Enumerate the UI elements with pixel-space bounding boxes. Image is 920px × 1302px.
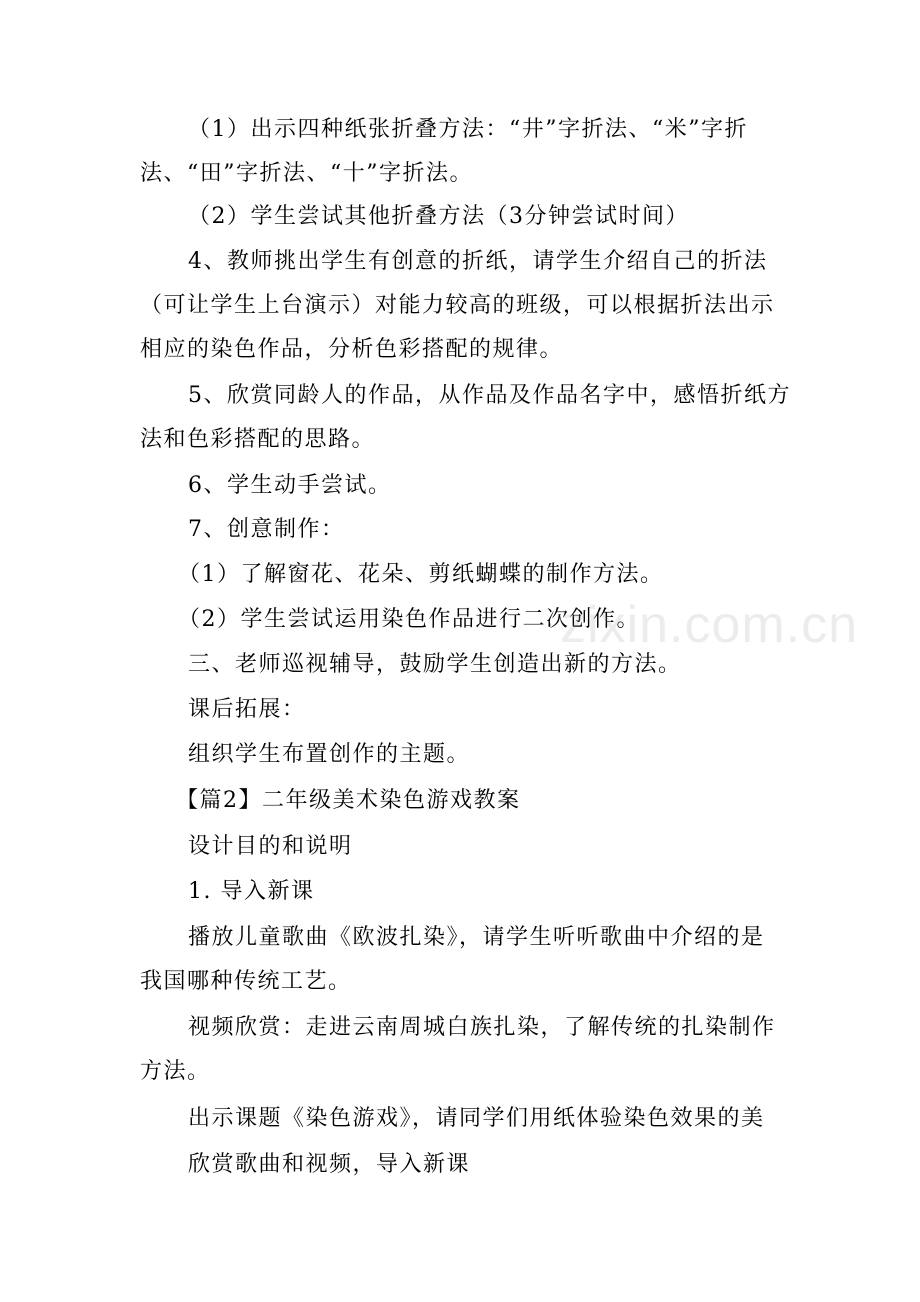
- text-line: 课后拓展：: [188, 697, 306, 722]
- text-line: 4、教师挑出学生有创意的折纸，请学生介绍自己的折法: [188, 249, 768, 274]
- text-line: 1. 导入新课: [188, 879, 315, 904]
- paragraph-appreciate: [188, 1143, 470, 1187]
- text-line: 出示课题《染色游戏》，请同学们用纸体验染色效果的美: [188, 1106, 765, 1131]
- paragraph-section-3: [188, 643, 682, 687]
- text-line: 视频欣赏：走进云南周城白族扎染，了解传统的扎染制作: [188, 1015, 776, 1040]
- text-line: 相应的染色作品，分析色彩搭配的规律。: [140, 337, 564, 362]
- paragraph-extension-title: [188, 688, 306, 732]
- paragraph-intro-new-lesson: [188, 870, 314, 914]
- paragraph-step-5: [140, 374, 791, 462]
- text-line: 设计目的和说明: [188, 834, 353, 859]
- paragraph-step-7-1: [178, 553, 664, 597]
- text-line: （2）学生尝试运用染色作品进行二次创作。: [178, 607, 640, 632]
- paragraph-step-7-2: [178, 598, 640, 642]
- text-line: 法、“田”字折法、“十”字折法。: [140, 161, 473, 186]
- section-heading-part-2: [176, 779, 521, 823]
- text-line: 我国哪种传统工艺。: [140, 969, 352, 994]
- paragraph-design-purpose: [188, 825, 353, 869]
- text-line: 法和色彩搭配的思路。: [140, 427, 376, 452]
- text-line: 三、老师巡视辅导，鼓励学生创造出新的方法。: [188, 652, 682, 677]
- paragraph-step-4: [140, 240, 775, 372]
- paragraph-extension-body: [188, 733, 470, 777]
- text-line: （可让学生上台演示）对能力较高的班级，可以根据折法出示: [140, 293, 775, 318]
- paragraph-student-try-folding: [188, 195, 689, 239]
- text-line: 6、学生动手尝试。: [188, 473, 392, 498]
- text-line: 7、创意制作：: [188, 517, 345, 542]
- text-line: （2）学生尝试其他折叠方法（3分钟尝试时间）: [188, 204, 689, 229]
- text-line: 组织学生布置创作的主题。: [188, 742, 471, 767]
- paragraph-step-7: [188, 508, 345, 552]
- text-line: 方法。: [140, 1059, 211, 1084]
- paragraph-video: [140, 1006, 776, 1094]
- text-line: 5、欣赏同龄人的作品，从作品及作品名字中，感悟折纸方: [188, 383, 791, 408]
- text-line: 播放儿童歌曲《欧波扎染》，请学生听听歌曲中介绍的是: [188, 925, 765, 950]
- paragraph-show-topic: [188, 1097, 765, 1141]
- paragraph-folding-methods: [140, 108, 748, 196]
- watermark-text: zixin.com.cn: [560, 596, 859, 654]
- text-line: （1）了解窗花、花朵、剪纸蝴蝶的制作方法。: [178, 562, 664, 587]
- paragraph-play-song: [140, 916, 765, 1004]
- paragraph-step-6: [188, 464, 392, 508]
- text-line: 【篇2】二年级美术染色游戏教案: [176, 788, 521, 813]
- text-line: （1）出示四种纸张折叠方法：“井”字折法、“米”字折: [188, 117, 748, 142]
- text-line: 欣赏歌曲和视频，导入新课: [188, 1152, 471, 1177]
